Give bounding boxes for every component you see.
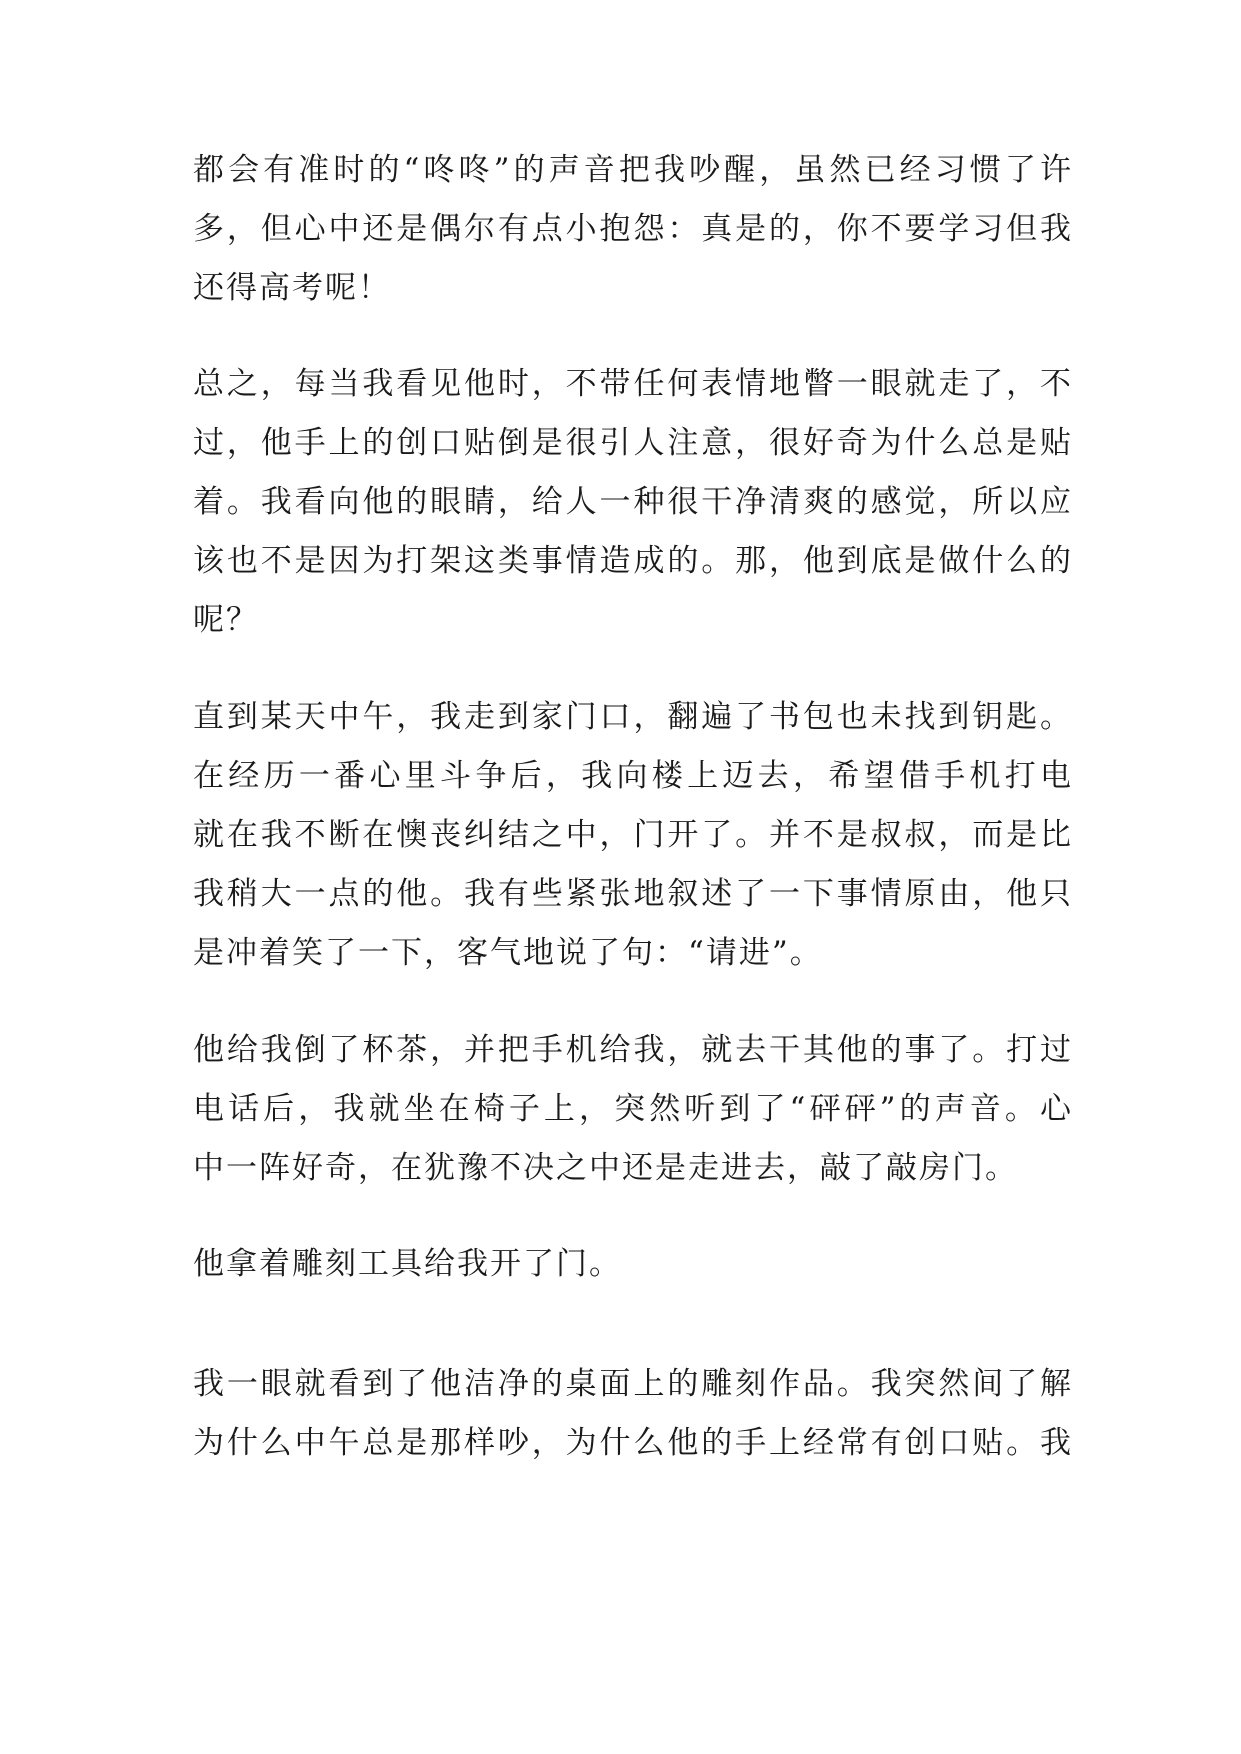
text-line: 是冲着笑了一下，客气地说了句：“请进”。: [193, 935, 823, 971]
paragraph-5: [193, 1235, 1073, 1294]
text-line: 我一眼就看到了他洁净的桌面上的雕刻作品。我突然间了解: [193, 1366, 1073, 1402]
text-line: 过，他手上的创口贴倒是很引人注意，很好奇为什么总是贴: [193, 425, 1073, 461]
text-line: 呢？: [193, 602, 259, 638]
paragraph-3: [193, 688, 1073, 983]
text-line: 直到某天中午，我走到家门口，翻遍了书包也未找到钥匙。: [193, 699, 1073, 735]
text-line: 为什么中午总是那样吵，为什么他的手上经常有创口贴。我: [193, 1425, 1073, 1461]
text-line: 中一阵好奇，在犹豫不决之中还是走进去，敲了敲房门。: [193, 1150, 1018, 1186]
text-line: 就在我不断在懊丧纠结之中，门开了。并不是叔叔，而是比: [193, 817, 1073, 853]
paragraph-6: [193, 1355, 1073, 1473]
text-line: 他给我倒了杯茶，并把手机给我，就去干其他的事了。打过: [193, 1032, 1073, 1068]
text-line: 还得高考呢！: [193, 270, 391, 306]
paragraph-2: [193, 355, 1073, 650]
text-line: 在经历一番心里斗争后，我向楼上迈去，希望借手机打电: [193, 758, 1073, 794]
paragraph-4: [193, 1021, 1073, 1198]
text-line: 该也不是因为打架这类事情造成的。那，他到底是做什么的: [193, 543, 1073, 579]
text-line: 总之，每当我看见他时，不带任何表情地瞥一眼就走了，不: [193, 366, 1073, 402]
text-line: 电话后，我就坐在椅子上，突然听到了“砰砰”的声音。心: [193, 1091, 1073, 1127]
text-line: 都会有准时的“咚咚”的声音把我吵醒，虽然已经习惯了许: [193, 152, 1073, 188]
text-line: 他拿着雕刻工具给我开了门。: [193, 1246, 622, 1282]
paragraph-1: [193, 141, 1073, 318]
text-line: 我稍大一点的他。我有些紧张地叙述了一下事情原由，他只: [193, 876, 1073, 912]
text-line: 着。我看向他的眼睛，给人一种很干净清爽的感觉，所以应: [193, 484, 1073, 520]
text-line: 多，但心中还是偶尔有点小抱怨：真是的，你不要学习但我: [193, 211, 1073, 247]
